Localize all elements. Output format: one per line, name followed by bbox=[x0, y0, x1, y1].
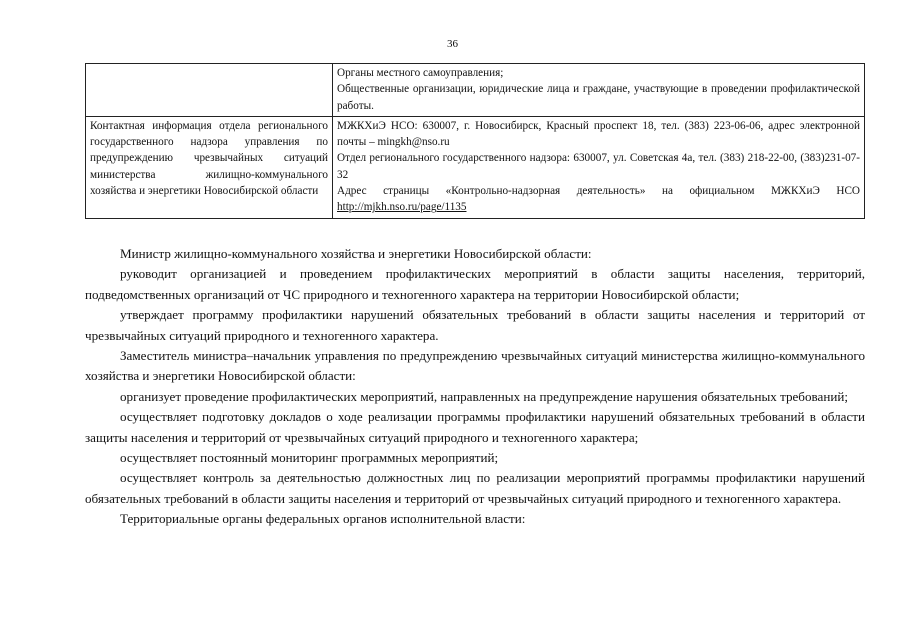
paragraph: руководит организацией и проведением профилактических мероприятий в области защиты населения, территорий, подведомственных организаций от ЧС природного и техногенного характера на территории Новосибирской области; bbox=[85, 266, 865, 302]
document-body bbox=[85, 244, 865, 530]
paragraph: утверждает программу профилактики нарушений обязательных требований в области защиты населения и территорий от чрезвычайных ситуаций природного и техногенного характера. bbox=[85, 307, 865, 343]
paragraph: Заместитель министра–начальник управления по предупреждению чрезвычайных ситуаций министерства жилищно-коммунального хозяйства и энергетики Новосибирской области: bbox=[85, 348, 865, 384]
ministry-contact: МЖКХиЭ НСО: 630007, г. Новосибирск, Красный проспект 18, тел. (383) 223-06-06, адрес электронной почты – mingkh@nso.ru bbox=[337, 119, 860, 149]
contact-info-label: Контактная информация отдела регионального государственного надзора управления по предупреждению чрезвычайных ситуаций министерства жилищно-коммунального хозяйства и энергетики Новосибирской области bbox=[86, 116, 333, 218]
department-contact: Отдел регионального государственного надзора: 630007, ул. Советская 4а, тел. (383) 218-22-00, (383)231-07-32 bbox=[337, 152, 860, 181]
table-row bbox=[86, 116, 865, 218]
paragraph: организует проведение профилактических мероприятий, направленных на предупреждение нарушения обязательных требований; bbox=[120, 388, 848, 404]
table-cell-empty bbox=[86, 64, 333, 117]
paragraph: Территориальные органы федеральных органов исполнительной власти: bbox=[120, 511, 526, 527]
paragraph: Министр жилищно-коммунального хозяйства и энергетики Новосибирской области: bbox=[120, 246, 592, 261]
table-row bbox=[86, 64, 865, 117]
paragraph: осуществляет контроль за деятельностью должностных лиц по реализации мероприятий программы профилактики нарушений обязательных требований в области защиты населения и территорий от чрезвычайных ситуаций природного и техногенного характера. bbox=[85, 470, 865, 506]
ministry-page-link[interactable]: http://mjkh.nso.ru/page/1135 bbox=[337, 201, 467, 214]
participants-line: Общественные организации, юридические лица и граждане, участвующие в проведении профилактической работы. bbox=[337, 83, 860, 112]
info-table bbox=[85, 63, 865, 219]
paragraph: осуществляет подготовку докладов о ходе реализации программы профилактики нарушений обязательных требований в области защиты населения и территорий от чрезвычайных ситуаций природного и техногенного характера; bbox=[85, 409, 865, 445]
contact-info-cell bbox=[333, 116, 865, 218]
table-cell-participants bbox=[333, 64, 865, 117]
page-number: 36 bbox=[447, 38, 458, 50]
paragraph: осуществляет постоянный мониторинг программных мероприятий; bbox=[120, 450, 499, 466]
participants-line: Органы местного самоуправления; bbox=[337, 67, 504, 79]
page-address-text: Адрес страницы «Контрольно-надзорная деятельность» на официальном МЖКХиЭ НСО bbox=[337, 185, 860, 198]
